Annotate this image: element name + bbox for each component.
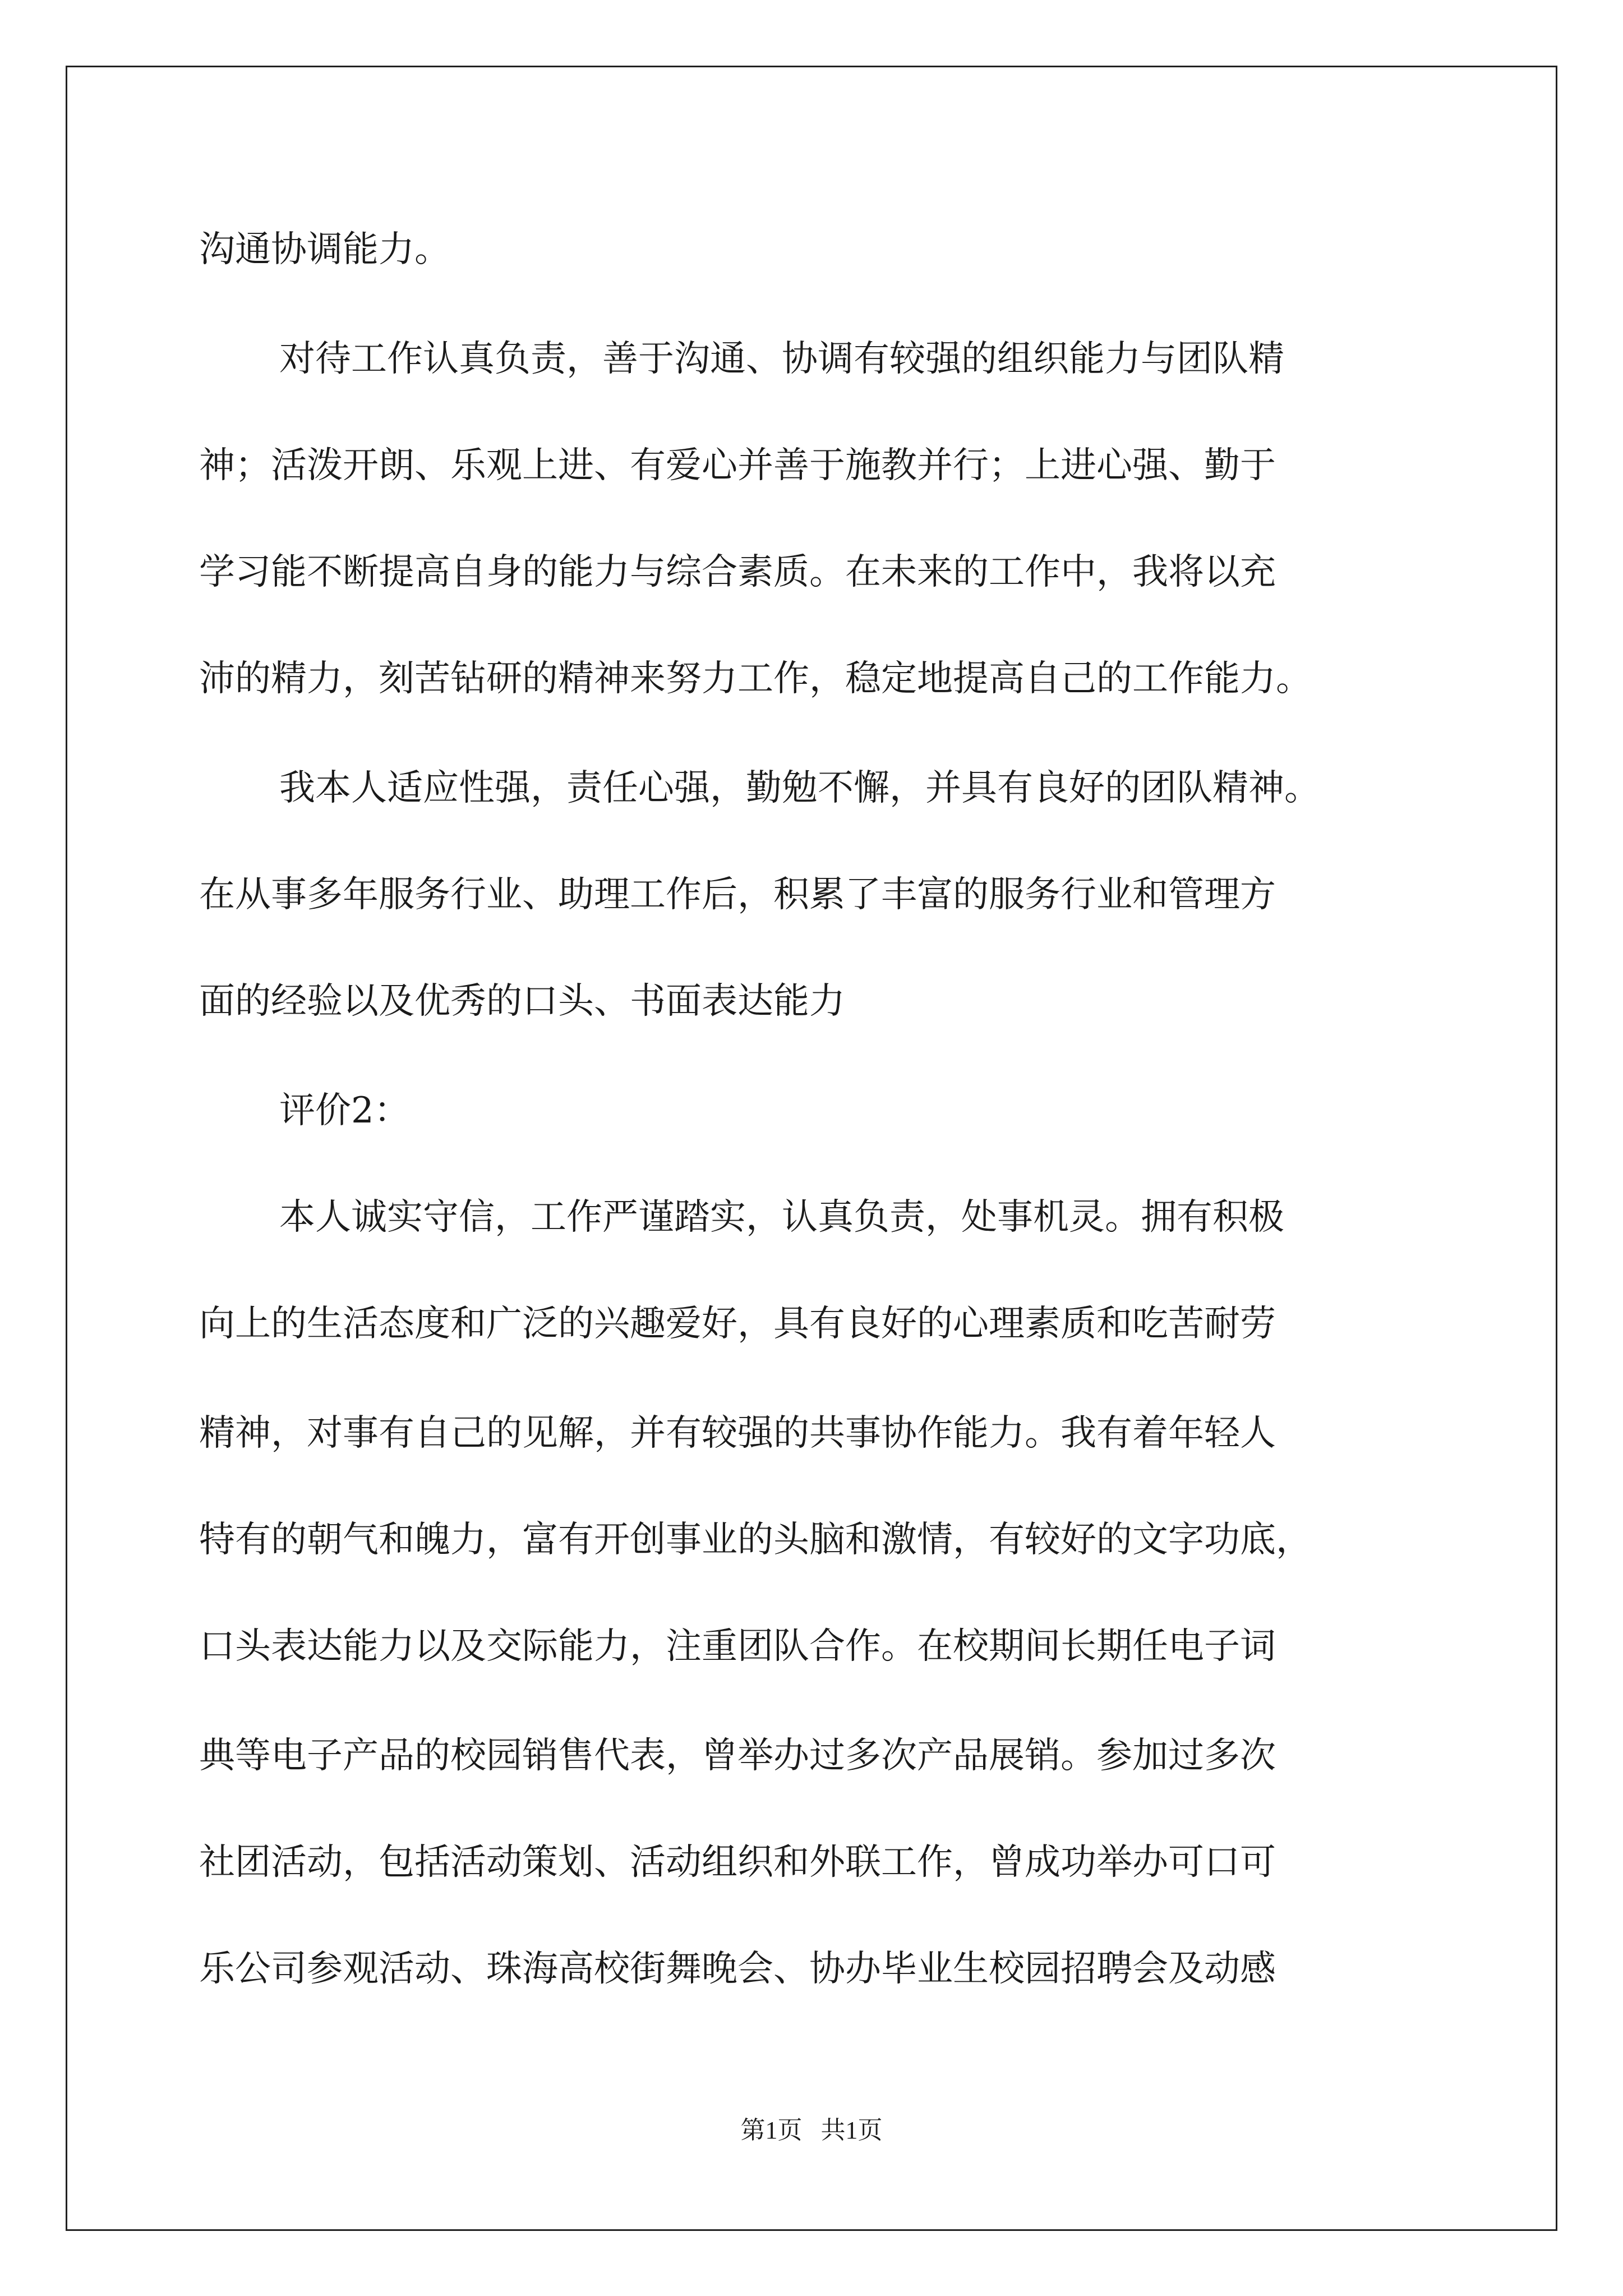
text-line: 对待工作认真负责，善于沟通、协调有较强的组织能力与团队精 [279,338,1284,380]
page-border [66,66,1557,2231]
page-footer: 第1页 共1页 [740,2116,883,2144]
text-line: 学习能不断提高自身的能力与综合素质。在未来的工作中，我将以充 [199,551,1276,593]
text-line: 口头表达能力以及交际能力，注重团队合作。在校期间长期任电子词 [199,1626,1276,1667]
text-line: 向上的生活态度和广泛的兴趣爱好，具有良好的心理素质和吃苦耐劳 [199,1303,1276,1345]
text-line: 沛的精力，刻苦钻研的精神来努力工作，稳定地提高自己的工作能力。 [199,658,1312,700]
text-line: 典等电子产品的校园销售代表，曾举办过多次产品展销。参加过多次 [199,1735,1276,1777]
text-line: 社团活动，包括活动策划、活动组织和外联工作，曾成功举办可口可 [199,1842,1276,1883]
text-line: 面的经验以及优秀的口头、书面表达能力 [199,981,845,1022]
text-line: 精神，对事有自己的见解，并有较强的共事协作能力。我有着年轻人 [199,1412,1276,1454]
text-line: 沟通协调能力。 [199,229,450,270]
section-heading: 评价2： [279,1090,410,1131]
text-line: 我本人适应性强，责任心强，勤勉不懈，并具有良好的团队精神。 [279,767,1320,809]
text-line: 本人诚实守信，工作严谨踏实，认真负责，处事机灵。拥有积极 [279,1197,1284,1238]
text-line: 特有的朝气和魄力，富有开创事业的头脑和激情，有较好的文字功底， [199,1519,1312,1561]
text-line: 在从事多年服务行业、助理工作后，积累了丰富的服务行业和管理方 [199,874,1276,915]
text-line: 神；活泼开朗、乐观上进、有爱心并善于施教并行；上进心强、勤于 [199,445,1276,486]
text-line: 乐公司参观活动、珠海高校街舞晚会、协办毕业生校园招聘会及动感 [199,1948,1276,1990]
